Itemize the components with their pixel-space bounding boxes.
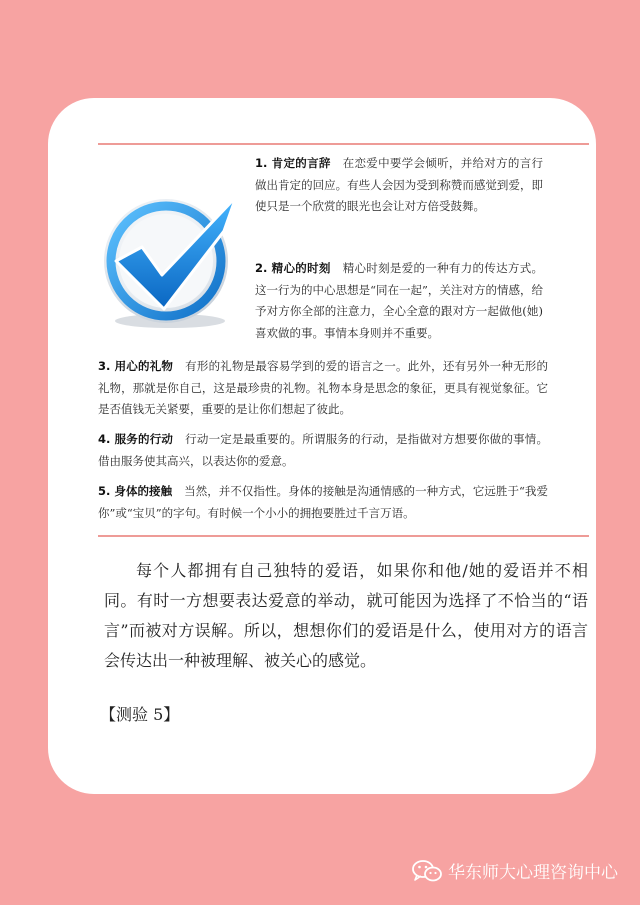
love-language-item-4: [98, 429, 548, 472]
item-title: 3. 用心的礼物: [98, 359, 174, 373]
item-text: 行动一定是最重要的。所谓服务的行动，是指做对方想要你做的事情。借由服务使其高兴，以表达你的爱意。: [98, 432, 549, 468]
item-text: 在恋爱中要学会倾听，并给对方的言行做出肯定的回应。有些人会因为受到称赞而感觉到爱，即使只是一个欣赏的眼光也会让对方倍受鼓舞。: [255, 156, 544, 213]
item-title: 5. 身体的接触: [98, 484, 173, 498]
item-title: 1. 肯定的言辞: [255, 156, 331, 170]
wechat-icon: [412, 859, 442, 883]
checkmark-icon: [98, 183, 243, 333]
love-language-item-1: [255, 153, 543, 218]
content-card: [48, 98, 596, 794]
item-text: 精心时刻是爱的一种有力的传达方式。这一行为的中心思想是“同在一起”，关注对方的情感，给予对方你全部的注意力，全心全意的跟对方一起做他(她)喜欢做的事。事情本身则并不重要。: [255, 261, 544, 340]
item-title: 4. 服务的行动: [98, 432, 174, 446]
footer-brand: [412, 858, 618, 883]
item-text: 当然，并不仅指性。身体的接触是沟通情感的一种方式，它远胜于“我爱你”或“宝贝”的字句。有时候一个小小的拥抱要胜过千言万语。: [98, 484, 548, 520]
item-text: 有形的礼物是最容易学到的爱的语言之一。此外，还有另外一种无形的礼物，那就是你自己，这是最珍贵的礼物。礼物本身是思念的象征，更具有视觉象征。它是否值钱无关紧要，重要的是让你们想起了彼此。: [98, 359, 549, 416]
love-language-item-3: [98, 356, 548, 421]
main-paragraph: 每个人都拥有自己独特的爱语，如果你和他/她的爱语并不相同。有时一方想要表达爱意的举动，就可能因为选择了不恰当的“语言”而被对方误解。所以，想想你们的爱语是什么，使用对方的语言会传达出一种被理解、被关心的感觉。: [104, 561, 588, 670]
test-label: 【测验 5】: [100, 705, 180, 724]
bottom-divider: [98, 535, 589, 537]
brand-name: 华东师大心理咨询中心: [448, 863, 618, 883]
love-language-item-5: [98, 481, 548, 524]
top-divider: [98, 143, 589, 145]
love-language-item-2: [255, 258, 543, 344]
item-title: 2. 精心的时刻: [255, 261, 331, 275]
